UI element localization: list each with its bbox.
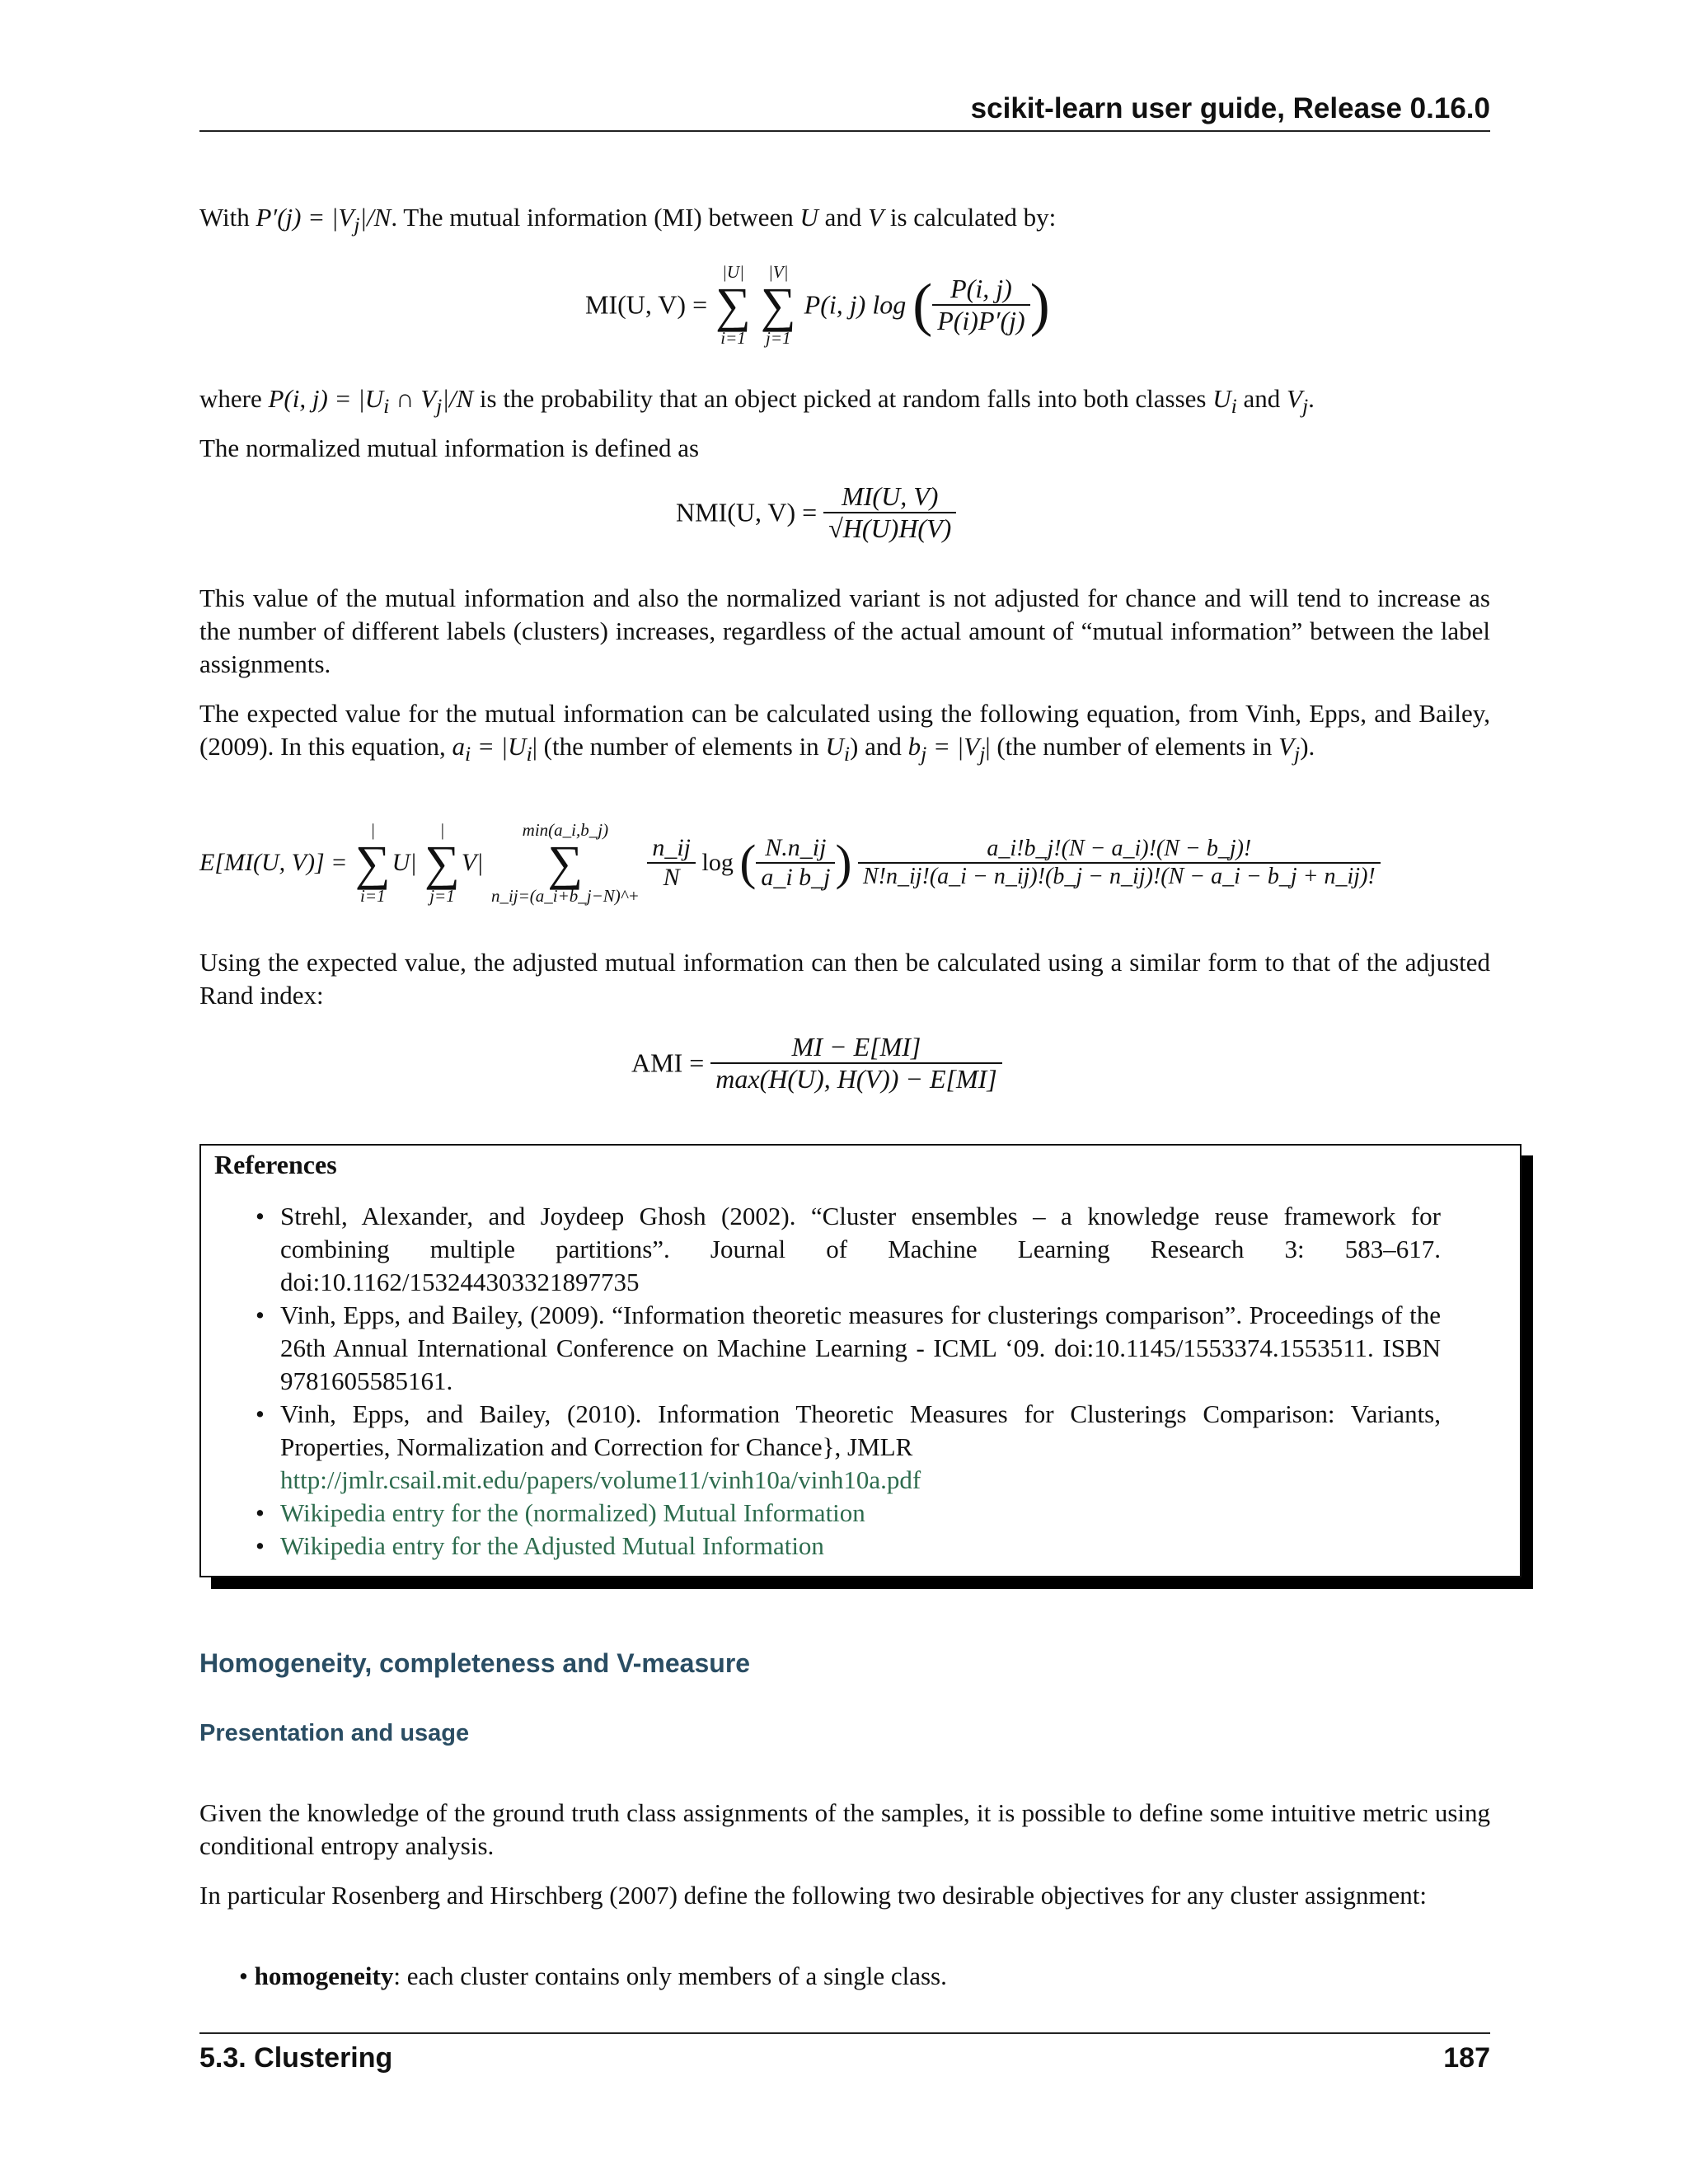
wikipedia-mi-link[interactable]: Wikipedia entry for the (normalized) Mutual Information xyxy=(280,1498,865,1527)
chance-paragraph: This value of the mutual information and also the normalized variant is not adjusted for chance and will tend to increase as the number of different labels (clusters) increases, regardless of the actual amount of “mutual information” between the label assignments. xyxy=(199,583,1490,678)
objectives-paragraph: In particular Rosenberg and Hirschberg (2007) define the following two desirable objectives for any cluster assignment: xyxy=(199,1881,1428,1910)
nmi-equation: NMI(U, V) = $\frac{MI(U, V)}{√H(U)H(V)}$ xyxy=(676,481,956,544)
nmi-intro: The normalized mutual information is defined as xyxy=(199,434,700,462)
bullet-icon: • xyxy=(256,1399,265,1428)
bullet-icon: • xyxy=(256,1498,265,1527)
reference-item xyxy=(256,1530,1441,1563)
subsection-heading: Presentation and usage xyxy=(199,1720,470,1746)
wikipedia-ami-link[interactable]: Wikipedia entry for the Adjusted Mutual Information xyxy=(280,1531,824,1560)
running-header: scikit-learn user guide, Release 0.16.0 xyxy=(970,92,1490,124)
reference-item: • Vinh, Epps, and Bailey, (2009). “Information theoretic measures for clusterings comparison”. Proceedings of the 26th Annual International Conference on Machine Learning - ICML ‘09. doi:10.1145/1553374.1553511. ISBN 9781605585161. xyxy=(256,1301,1441,1395)
ami-equation: AMI = $\frac{MI - E[MI]}{\max(H(U), H(V)) - E[MI]}$ xyxy=(631,1032,1002,1094)
footer-rule xyxy=(199,2032,1490,2034)
bullet-icon: • xyxy=(256,1531,265,1560)
ami-intro: Using the expected value, the adjusted mutual information can then be calculated using a similar form to that of the adjusted Rand index: xyxy=(199,948,1490,1010)
page-number: 187 xyxy=(1443,2042,1490,2074)
probability-paragraph: where P(i, $j) = |U_i$ ∩ $V_j|/N$ is the probability that an object picked at random falls into both classes $U_i$ and $V_j$. xyxy=(199,384,1315,419)
reference-item: • Vinh, Epps, and Bailey, (2010). Information Theoretic Measures for Clusterings Comparison: Variants, Properties, Normalization and Correction for Chance}, JMLR http://jmlr.csail.mit.edu/papers/volume11/vinh10a/vinh10a.pdf xyxy=(256,1399,1441,1494)
mi-equation: MI(U, V) = |U| ∑ i=1 |V| ∑ j=1 P(i, j) log ( $\frac{P(i, j)}{P(i)P'(j)}$ ) xyxy=(585,262,1050,348)
emi-equation: E[MI(U, V)] = | ∑ i=1 U| | ∑ j=1 V| min(a_i,b_j) ∑ n_ij=(a_i+b_j−N)^+ $\frac{n\_ij}{N}$ log ( $\frac{N.n\_ij}{\text{a\_i b\_j}}$ ) $\frac{a\_i!b\_j!(N - a\_i)!(N - b\_j)!}{N!n\_ij!(a\_i - n\_ij)!(b\_j - n\_ij)!(N - a\_i - b\_j + n\_ij)!}$ xyxy=(199,820,1381,906)
reference-item: • Strehl, Alexander, and Joydeep Ghosh (2002). “Cluster ensembles – a knowledge reuse framework for combining multiple partitions”. Journal of Machine Learning Research 3: 583–617. doi:10.1162/153244303321897735 xyxy=(256,1202,1441,1296)
homogeneity-bullet: • homogeneity: each cluster contains only members of a single class. xyxy=(239,1961,947,1990)
bullet-icon: • xyxy=(256,1202,265,1230)
footer-section: 5.3. Clustering xyxy=(199,2042,393,2074)
jmlr-link[interactable]: http://jmlr.csail.mit.edu/papers/volume11/vinh10a/vinh10a.pdf xyxy=(280,1465,921,1494)
intro-paragraph: With $P'(j) = |V_j|/N$. The mutual information (MI) between U and V is calculated by: xyxy=(199,203,1057,237)
conditional-entropy-paragraph: Given the knowledge of the ground truth class assignments of the samples, it is possible to define some intuitive metric using conditional entropy analysis. xyxy=(199,1798,1490,1860)
expected-value-paragraph: The expected value for the mutual information can be calculated using the following equation, from Vinh, Epps, and Bailey, (2009). In this equation, $a_i = |U_i|$ (the number of elements in $U_i$) and $b_j = |V_j|$ (the number of elements in $V_j$). xyxy=(199,699,1490,766)
bullet-icon: • xyxy=(256,1301,265,1329)
bullet-icon: • xyxy=(239,1961,255,1990)
references-heading: References xyxy=(214,1150,337,1179)
header-rule xyxy=(199,130,1490,132)
section-heading: Homogeneity, completeness and V-measure xyxy=(199,1648,751,1678)
reference-item xyxy=(256,1497,1441,1530)
